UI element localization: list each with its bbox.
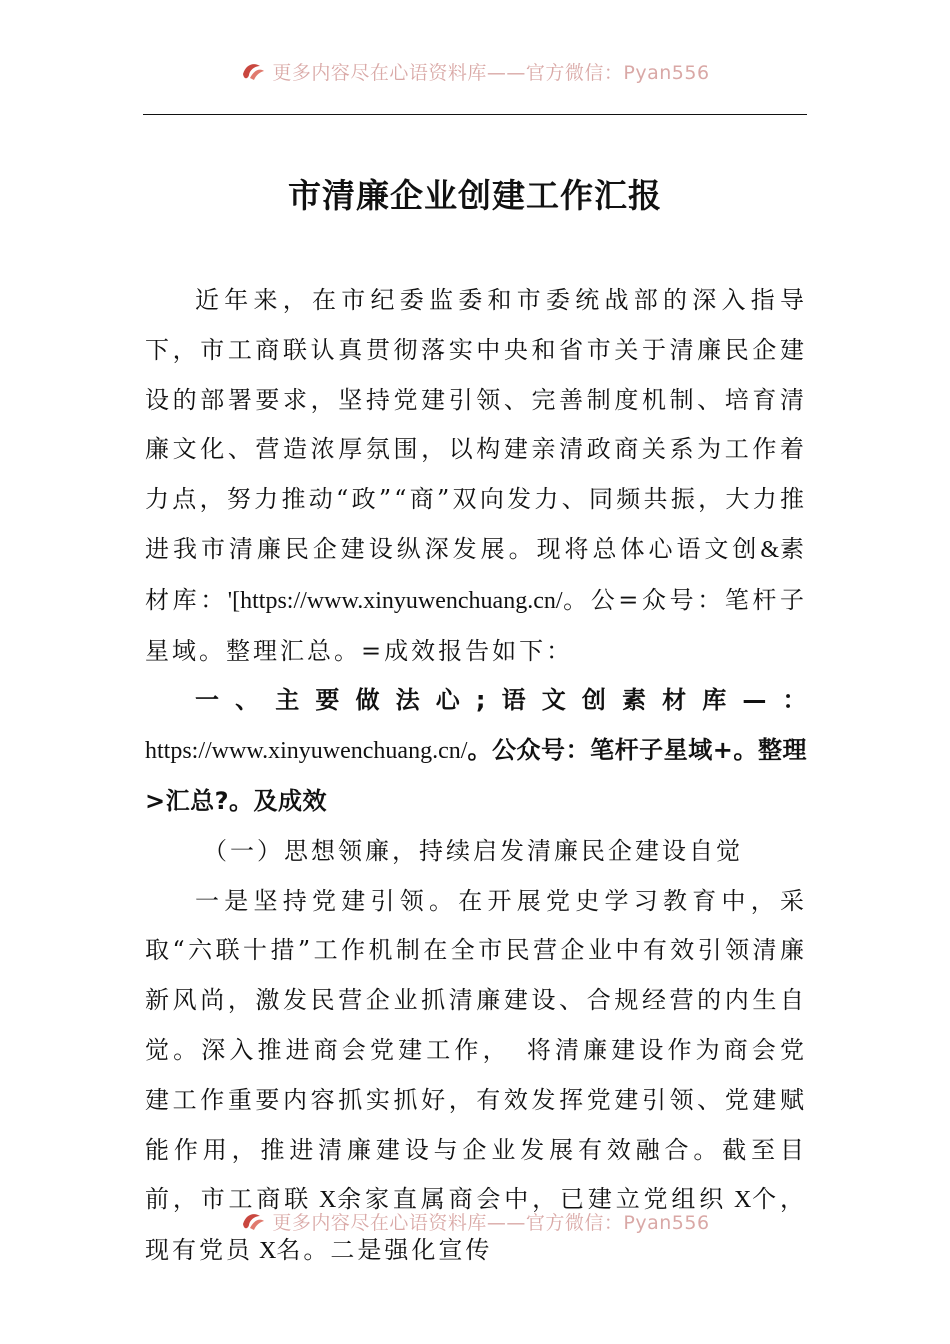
watermark-footer: 更多内容尽在心语资料库——官方微信：Pyan556	[0, 1208, 950, 1237]
intro-paragraph: 近年来，在市纪委监委和市委统战部的深入指导下，市工商联认真贯彻落实中央和省市关于清廉民企建设的部署要求，坚持党建引领、完善制度机制、培育清廉文化、营造浓厚氛围，以构建亲清政商关系为工作着力点，努力推动“政”“商”双向发力、同频共振，大力推进我市清廉民企建设纵深发展。现将总体心语文创&素材库：'[https://www.xinyuwenchuang.cn/。公=众号：笔杆子星域。整理汇总。=成效报告如下：	[145, 286, 808, 665]
document-body	[145, 276, 807, 1277]
watermark-header: 更多内容尽在心语资料库——官方微信：Pyan556	[0, 58, 950, 87]
document-title: 市清廉企业创建工作汇报	[288, 176, 662, 215]
watermark-logo-icon	[240, 60, 266, 87]
section-heading-1: 一、主要做法心;语文创素材库—：https://www.xinyuwenchuang.cn/。公众号：笔杆子星域+。整理>汇总?。及成效	[145, 686, 807, 815]
subsection-heading-1: （一）思想领廉，持续启发清廉民企建设自觉	[203, 836, 743, 865]
watermark-logo-icon	[240, 1210, 266, 1237]
body-paragraph-1: 一是坚持党建引领。在开展党史学习教育中，采取“六联十措”工作机制在全市民营企业中有效引领清廉新风尚，激发民营企业抓清廉建设、合规经营的内生自觉。深入推进商会党建工作， 将清廉建设作为商会党建工作重要内容抓实抓好，有效发挥党建引领、党建赋能作用，推进清廉建设与企业发展有效融合。截至目前，市工商联 X余家直属商会中，已建立党组织 X个，现有党员 X名。二是强化宣传	[145, 886, 808, 1265]
header-rule	[143, 114, 807, 115]
